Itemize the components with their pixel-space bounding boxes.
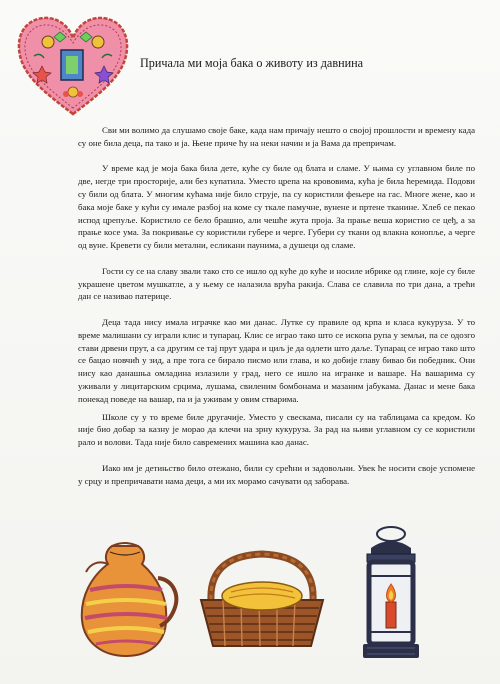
paragraph-intro: Сви ми волимо да слушамо своје баке, када нам причају нешто о својој прошлости и времену када су оне била деца, па тако и ја. Њене приче ћу на неки начин и ја Вама да препричам. bbox=[78, 125, 475, 148]
pitcher-drawing bbox=[70, 534, 182, 662]
paragraph-slava: Гости су се на славу звали тако сто се ишло од куће до куће и носиле ибрике од глине, које су биле украшене цветом мушкатле, а у њему се налазила врућа ракија. Слава се славила по три дана, а трећи дан се називао патерице. bbox=[78, 265, 475, 302]
paragraph-school: Школе су у то време биле другачије. Уместо у свескама, писали су на таблицама са кредом. Ко није био добар за казну је морао да клечи на зрну кукуруза. За рад на њиви углавном су се користили рало и волови. Тада није било савремених машина као данас. bbox=[78, 411, 475, 448]
basket-drawing bbox=[193, 548, 331, 654]
heart-drawing bbox=[14, 12, 132, 120]
paragraph-conclusion: Иако им је детињство било отежано, били су срећни и задовољни. Увек ће носити своје успомене у срцу и препричавати нама деци, а ми их морамо сачувати од заборава. bbox=[78, 462, 475, 486]
paragraph-games: Деца тада нису имала играчке као ми данас. Лутке су правиле од крпа и класа кукуруза. У то време малишани су играли клис и тупарац. Клис се играо тако што се ископа рупа у земљи, па се одозго стави дрвени прут, а са другим се тај прут удара и циљ је да одлети што даље. Тупарац се играо тако што се бацао новчић у зид, а пре тога се бирало писмо или глава, и ко добије главу бивао би победник. Они нису као данашња омладина излазили у град, него се ишло на игранке и вашаре. На вашарима су уживали у лицитарским срцима, лушама, свиленим бомбонама и мазаним јабукама. Данас и мене бака понекад поведе на вашар, па и ја уживам у овим стварима. bbox=[78, 316, 475, 404]
paragraph-houses: У време кад је моја бака била дете, куће су биле од блата и сламе. У њима су углавном биле по две, негде три просторије, али без купатила. Уместо црепа на крововима, кућа је била ћеремида. Подови су били од блата. У многим кућама није било струје, па су користили фењере на гас. Многе жене, као и бака моје баке у кући су имале разбој на коме су ткале памучне, вунене и пртене тканине. Хлеб се пекао испод црепуље. Користило се бело брашно, али чешће жута проја. За прање веша користио се цеђ, а за прање косе ума. За покривање су користили губере и черге. Губери су ткани од влакна конопље, а черге од вуне. Кревети су били метални, есликани паунима, а душеци од сламе. bbox=[78, 163, 475, 251]
lantern-drawing bbox=[353, 524, 429, 666]
document-body bbox=[78, 124, 475, 500]
document-title: Причала ми моја бака о животу из давнина bbox=[140, 56, 364, 70]
